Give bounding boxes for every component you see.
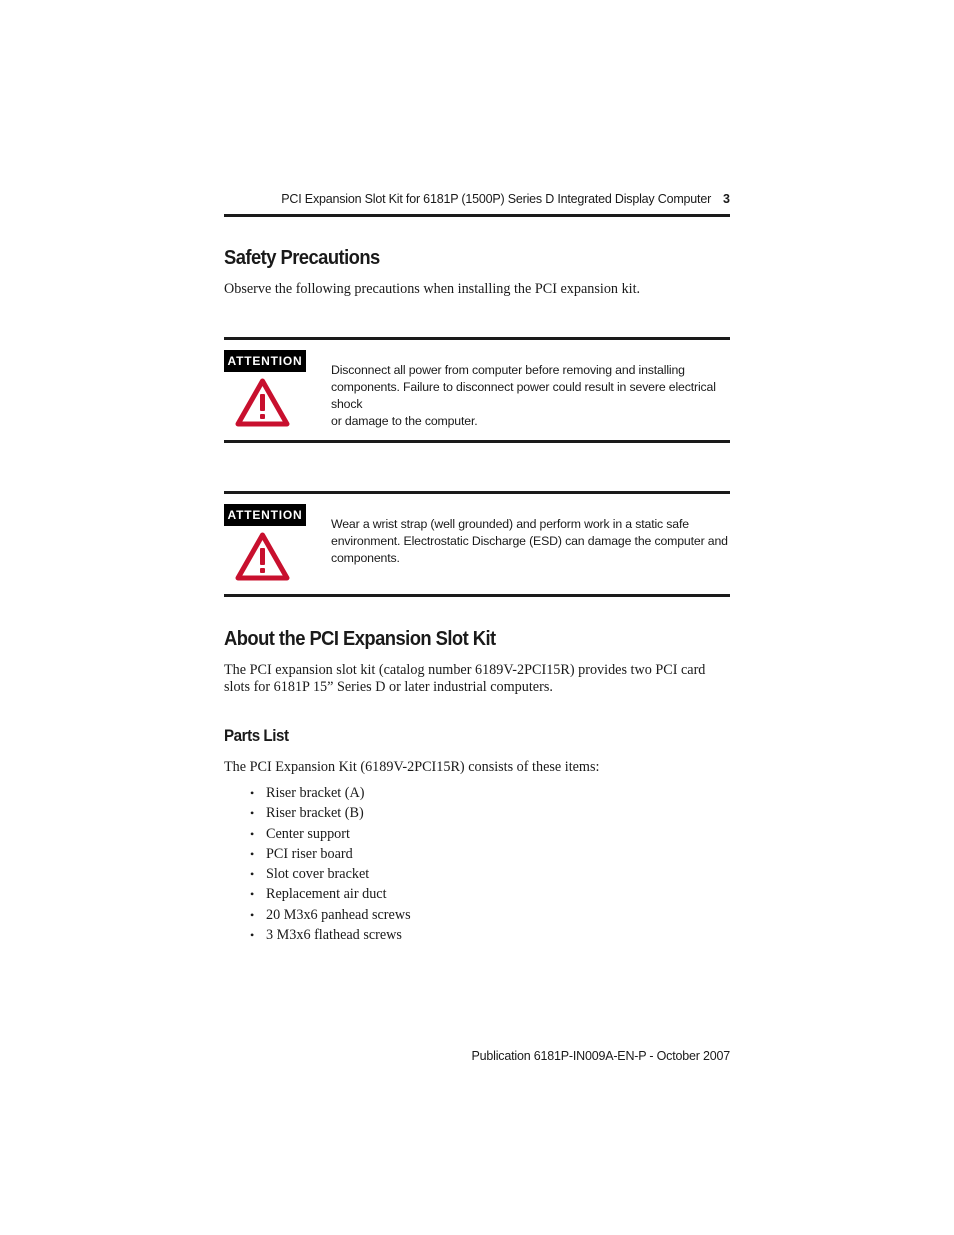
parts-list xyxy=(250,783,550,945)
list-item: • Center support xyxy=(250,824,550,844)
attention-top-rule xyxy=(224,491,730,494)
list-item: • Riser bracket (B) xyxy=(250,803,550,823)
parts-intro: The PCI Expansion Kit (6189V-2PCI15R) consists of these items: xyxy=(224,759,600,775)
parts-heading: Parts List xyxy=(224,727,289,745)
safety-heading: Safety Precautions xyxy=(224,247,380,269)
about-heading: About the PCI Expansion Slot Kit xyxy=(224,628,496,650)
list-item: • Replacement air duct xyxy=(250,884,550,904)
attention-bottom-rule xyxy=(224,594,730,597)
list-item: • Riser bracket (A) xyxy=(250,783,550,803)
attention-bottom-rule xyxy=(224,440,730,443)
document-title: PCI Expansion Slot Kit for 6181P (1500P) Series D Integrated Display Computer xyxy=(281,192,712,206)
warning-triangle-icon xyxy=(235,378,290,427)
attention-text-line: Wear a wrist strap (well grounded) and perform work in a static safe xyxy=(331,517,689,531)
attention-text-line: components. Failure to disconnect power could result in severe electrical shock xyxy=(331,380,716,411)
warning-triangle-icon xyxy=(235,532,290,581)
attention-text-line: or damage to the computer. xyxy=(331,414,478,428)
safety-intro: Observe the following precautions when installing the PCI expansion kit. xyxy=(224,281,641,297)
attention-badge: ATTENTION xyxy=(224,350,306,372)
attention-text-line: components. xyxy=(331,551,400,565)
attention-text xyxy=(331,362,731,430)
attention-text xyxy=(331,516,731,567)
about-line: slots for 6181P 15” Series D or later industrial computers. xyxy=(224,679,553,695)
list-item: • Slot cover bracket xyxy=(250,864,550,884)
attention-badge: ATTENTION xyxy=(224,504,306,526)
list-item: • 3 M3x6 flathead screws xyxy=(250,925,550,945)
running-header xyxy=(224,192,730,210)
attention-text-line: environment. Electrostatic Discharge (ESD) can damage the computer and xyxy=(331,534,728,548)
attention-top-rule xyxy=(224,337,730,340)
attention-text-line: Disconnect all power from computer before removing and installing xyxy=(331,363,685,377)
publication-footer: Publication 6181P-IN009A-EN-P - October 2007 xyxy=(471,1049,730,1063)
list-item: • PCI riser board xyxy=(250,844,550,864)
header-rule xyxy=(224,214,730,217)
list-item: • 20 M3x6 panhead screws xyxy=(250,905,550,925)
page-number: 3 xyxy=(723,192,730,206)
about-line: The PCI expansion slot kit (catalog number 6189V-2PCI15R) provides two PCI card xyxy=(224,662,706,678)
about-paragraph xyxy=(224,662,734,696)
